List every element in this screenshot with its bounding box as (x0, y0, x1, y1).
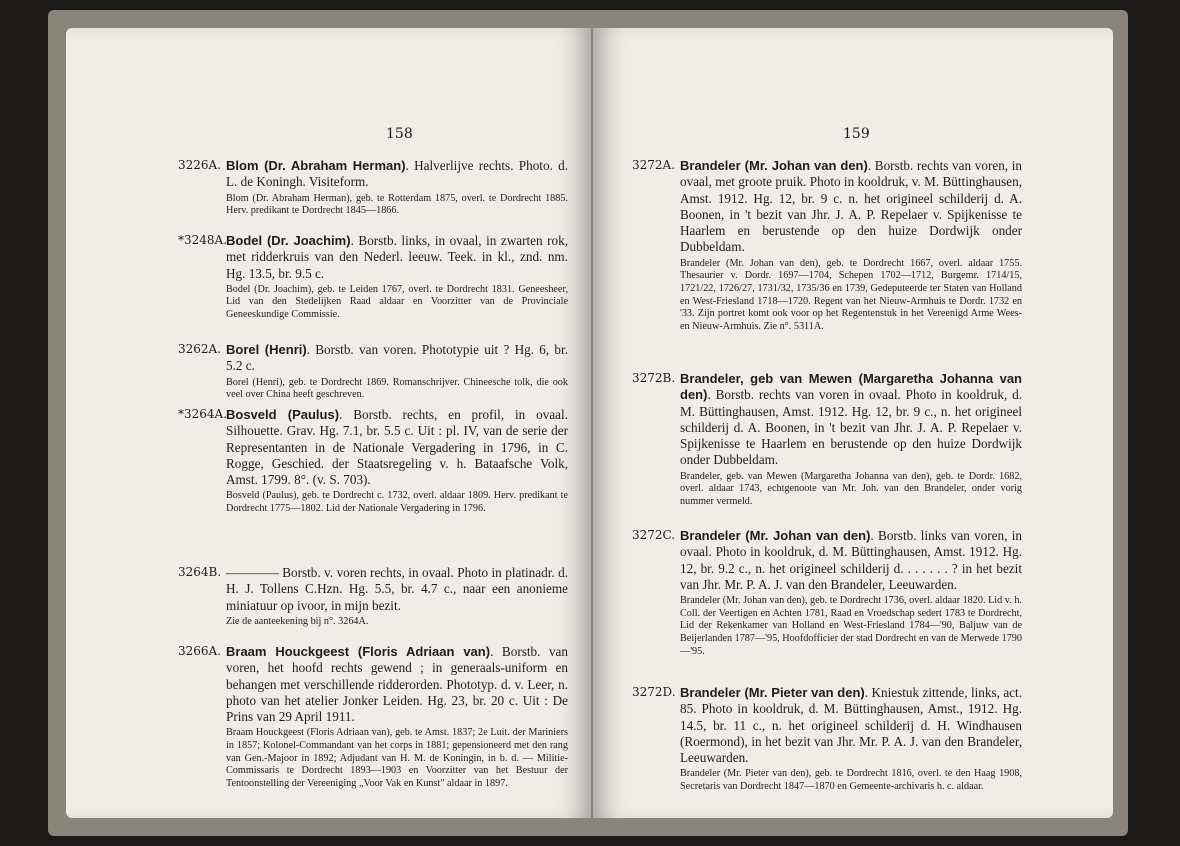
entry-biography: Brandeler (Mr. Johan van den), geb. te Dordrecht 1736, overl. aldaar 1820. Lid v. h. Coll. der Veertigen en Achten 1781, Raad en Vroedschap sedert 1783 te Dordrecht, Lid der Rekenkamer van Holland en West-Friesland 1784—'90, Baljuw van de Beijerlanden 1787—'95, Hoofdofficier der stad Dordrecht en van de Merwede 1790—'95. (680, 595, 1022, 657)
entry-description: Bosveld (Paulus). Borstb. rechts, en profil, in ovaal. Silhouette. Grav. Hg. 7.1, br. 5.5 c. Uit : pl. IV, van de serie der Representanten in de Nationale Vergadering in 1796, in C. Rogge, Geschied. der Staatsregeling v. h. Bataafsche Volk, Amst. 1799. 8°. (v. S. 703). (226, 407, 568, 488)
entry-name: Bodel (Dr. Joachim) (226, 233, 351, 248)
entry-description: Brandeler (Mr. Pieter van den). Kniestuk zittende, links, act. 85. Photo in kooldruk, d. M. Büttinghausen, Amst., 1912. Hg. 14.5, br. 11 c., n. het origineel schilderij d. H. Windhausen (Roermond), in het bezit van Jhr. Mr. P. A. J. van den Brandeler, Leeuwarden. (680, 685, 1022, 766)
entry-number: 3272A. (632, 158, 676, 172)
entry-biography: Bodel (Dr. Joachim), geb. te Leiden 1767, overl. te Dordrecht 1831. Geneesheer, Lid van den Stedelijken Raad aldaar en Voorzitter van de Provinciale Geneeskundige Commissie. (226, 283, 568, 321)
book-spread (48, 10, 1128, 836)
entry-description: Borel (Henri). Borstb. van voren. Phototypie uit ? Hg. 6, br. 5.2 c. (226, 342, 568, 374)
entry-name: Brandeler, geb van Mewen (Margaretha Johanna van den) (680, 371, 1022, 403)
catalog-entry (178, 565, 568, 628)
entry-biography: Zie de aanteekening bij n°. 3264A. (226, 615, 369, 627)
left-page (66, 28, 591, 818)
entry-number: *3248A. (178, 233, 228, 247)
entry-biography: Borel (Henri), geb. te Dordrecht 1869. Romanschrijver. Chineesche tolk, die ook veel over China heeft geschreven. (226, 376, 568, 401)
entry-number: *3264A. (178, 407, 228, 421)
page-number: 158 (386, 126, 413, 142)
entry-name: Borel (Henri) (226, 342, 307, 357)
entry-number: 3226A. (178, 158, 222, 172)
entry-biography: Braam Houckgeest (Floris Adriaan van), geb. te Amst. 1837; 2e Luit. der Mariniers in 1857; Kolonel-Commandant van het corps in 1881; gepensioneerd met den rang van Gen.-Majoor in 1892; Adjudant van H. M. de Koningin, in b. d. — Militie-Commissaris te Dordrecht 1893—1903 en Voorzitter van het Bestuur der Tentoonstelling der Vereeniging „Voor Vak en Kunst" aldaar in 1897. (226, 727, 568, 789)
entry-name: Brandeler (Mr. Johan van den) (680, 528, 871, 543)
entry-number: 3272D. (632, 685, 676, 699)
entry-name: Blom (Dr. Abraham Herman) (226, 158, 406, 173)
entry-biography: Brandeler, geb. van Mewen (Margaretha Johanna van den), geb. te Dordr. 1682, overl. aldaar 1743, echtgenoote van Mr. Joh. van den Brandeler, onder vorig nummer vermeld. (680, 470, 1022, 507)
entry-number: 3272B. (632, 371, 676, 385)
entry-biography: Bosveld (Paulus), geb. te Dordrecht c. 1732, overl. aldaar 1809. Herv. predikant te Dordrecht 1775—1802. Lid der Nationale Vergadering in 1796. (226, 490, 568, 515)
entry-biography: Brandeler (Mr. Pieter van den), geb. te Dordrecht 1816, overl. te den Haag 1908, Secretaris van Dordrecht 1847—1870 en Gemeente-archivaris h. c. aldaar. (680, 768, 1022, 793)
entry-description: Blom (Dr. Abraham Herman). Halverlijve rechts. Photo. d. L. de Koningh. Visiteform. (226, 158, 569, 190)
entry-description: Brandeler, geb van Mewen (Margaretha Johanna van den). Borstb. rechts van voren in ovaal. Photo in kooldruk, d. M. Büttinghausen, Amst. 1912. Hg. 12, br. 9 c., n. het origineel schilderij d. A. Boonen, in 't bezit van Jhr. J. A. P. Repelaer v. Spijkenisse te Haarlem en berustende op den huize Dordwijk onder Dubbeldam. (680, 371, 1022, 468)
entry-description: Bodel (Dr. Joachim). Borstb. links, in ovaal, in zwarten rok, met ridderkruis van den Nederl. leeuw. Teek. in kl., znd. nm. Hg. 13.5, br. 9.5 c. (226, 233, 569, 281)
catalog-entry (632, 528, 1022, 658)
entry-name: Brandeler (Mr. Pieter van den) (680, 685, 865, 700)
entry-number: 3272C. (632, 528, 676, 542)
catalog-entry (178, 233, 569, 322)
entry-name: Bosveld (Paulus) (226, 407, 340, 422)
entry-name: Braam Houckgeest (Floris Adriaan van) (226, 644, 491, 659)
entry-description: Brandeler (Mr. Johan van den). Borstb. rechts van voren, in ovaal, met groote pruik. Photo in kooldruk, v. M. Büttinghausen, Amst. 1912. Hg. 12, br. 9 c. n. het origineel schilderij d. A. Boonen, in 't bezit van Jhr. J. A. P. Repelaer v. Spijkenisse te Haarlem en berustende op den huize Dordwijk onder Dubbeldam. (680, 158, 1023, 255)
entry-description: Brandeler (Mr. Johan van den). Borstb. links van voren, in ovaal. Photo in kooldruk, d. M. Büttinghausen, Amst. 1912. Hg. 12, br. 9.2 c., n. het origineel schilderij d. . . . . . . ? in het bezit van Jhr. Mr. P. A. J. van den Brandeler, Leeuwarden. (680, 528, 1022, 592)
entry-description: Braam Houckgeest (Floris Adriaan van). Borstb. van voren, het hoofd rechts gewend ; in generaals-uniform en behangen met verschillende ridderorden. Phototyp. d. v. Leer, n. photo van het atelier Jonker Leiden. Hg. 23, br. 20 c. Uit : De Prins van 29 April 1911. (226, 644, 568, 725)
catalog-entry (178, 644, 568, 790)
entry-name: Brandeler (Mr. Johan van den) (680, 158, 868, 173)
entry-biography: Blom (Dr. Abraham Herman), geb. te Rotterdam 1875, overl. te Dordrecht 1885. Herv. predikant te Dordrecht 1845—1866. (226, 192, 568, 217)
entry-number: 3266A. (178, 644, 222, 658)
right-page (593, 28, 1113, 818)
catalog-entry (632, 158, 1023, 333)
catalog-entry (632, 685, 1022, 794)
page-number: 159 (843, 126, 870, 142)
entry-description: ———— Borstb. v. voren rechts, in ovaal. Photo in platinadr. d. H. J. Tollens C.Hzn. Hg. 5.5, br. 4.7 c., naar een anonieme miniatuur op ivoor, in mijn bezit. (226, 565, 568, 613)
catalog-entry (632, 371, 1022, 509)
entry-number: 3264B. (178, 565, 222, 579)
catalog-entry (178, 158, 569, 218)
entry-number: 3262A. (178, 342, 222, 356)
catalog-entry (178, 407, 568, 516)
entry-biography: Brandeler (Mr. Johan van den), geb. te Dordrecht 1667, overl. aldaar 1755. Thesaurier v. Dordr. 1697—1704, Schepen 1702—1712, Burgemr. 1714/15, 1721/22, 1726/27, 1731/32, 1735/36 en 1739, Gedeputeerde ter Staten van Holland en West-Friesland 1718—1720. Regent van het Nieuw-Armhuis te Dordr. 1732 en '33. Zijn portret komt ook voor op het Regentenstuk in het Vereenigd Arme Wees- en Nieuw-Armhuis. Zie n°. 5311A. (680, 257, 1022, 332)
catalog-entry (178, 342, 568, 402)
